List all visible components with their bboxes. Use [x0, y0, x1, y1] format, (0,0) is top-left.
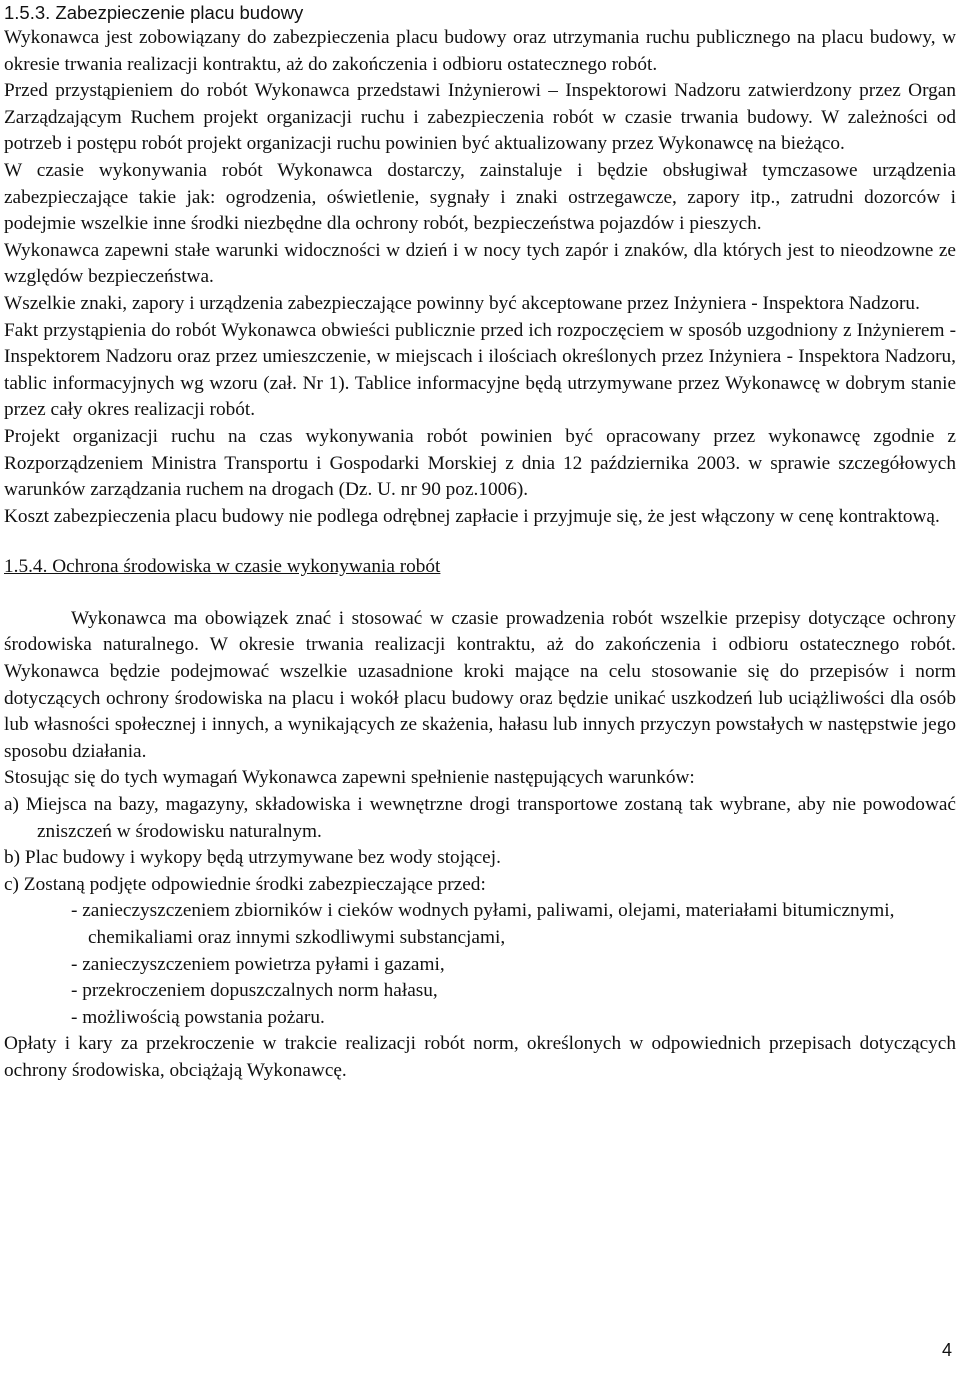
- paragraph: W czasie wykonywania robót Wykonawca dostarczy, zainstaluje i będzie obsługiwał tymczasowe urządzenia zabezpieczające takie jak: ogrodzenia, oświetlenie, sygnały i znaki ostrzegawcze, zapory itp., zatrudni dozorców i podejmie wszelkie inne środki niezbędne dla ochrony robót, bezpieczeństwa pojazdów i pieszych.: [4, 159, 956, 235]
- section-154-heading-text: 1.5.4. Ochrona środowiska w czasie wykonywania robót: [4, 556, 441, 578]
- paragraph: Wykonawca zapewni stałe warunki widoczności w dzień i w nocy tych zapór i znaków, dla których jest to nieodzowne ze względów bezpieczeństwa.: [4, 239, 956, 288]
- sub-list-item: - zanieczyszczeniem zbiorników i cieków wodnych pyłami, paliwami, olejami, materiałami bitumicznymi, chemikaliami oraz innymi szkodliwymi substancjami,: [71, 900, 895, 948]
- page-number: 4: [941, 1340, 952, 1360]
- paragraph: Projekt organizacji ruchu na czas wykonywania robót powinien być opracowany przez wykonawcę zgodnie z Rozporządzeniem Ministra Transportu i Gospodarki Morskiej z dnia 12 października 2003. w sprawie szczegółowych warunków zarządzania ruchem na drogach (Dz. U. nr 90 poz.1006).: [4, 425, 956, 501]
- conditions-intro: Stosując się do tych wymagań Wykonawca zapewni spełnienie następujących warunków:: [4, 767, 695, 789]
- list-item: c) Zostaną podjęte odpowiednie środki zabezpieczające przed:: [4, 873, 486, 895]
- document-page: [4, 0, 956, 1085]
- paragraph: Wykonawca jest zobowiązany do zabezpieczenia placu budowy oraz utrzymania ruchu publicznego na placu budowy, w okresie trwania realizacji kontraktu, aż do zakończenia i odbioru ostatecznego robót.: [4, 27, 956, 75]
- sub-list-item: - przekroczeniem dopuszczalnych norm hałasu,: [71, 980, 438, 1002]
- paragraph: Przed przystąpieniem do robót Wykonawca przedstawi Inżynierowi – Inspektorowi Nadzoru zatwierdzony przez Organ Zarządzającym Ruchem projekt organizacji ruchu i zabezpieczenia robót w czasie trwania budowy. W zależności od potrzeb i postępu robót projekt organizacji ruchu powinien być aktualizowany przez Wykonawcę na bieżąco.: [4, 80, 956, 155]
- list-item: a) Miejsca na bazy, magazyny, składowiska i wewnętrzne drogi transportowe zostaną tak wybrane, aby nie powodować zniszczeń w środowisku naturalnym.: [4, 794, 956, 842]
- list-item: b) Plac budowy i wykopy będą utrzymywane bez wody stojącej.: [4, 847, 501, 869]
- paragraph: Koszt zabezpieczenia placu budowy nie podlega odrębnej zapłacie i przyjmuje się, że jest włączony w cenę kontraktową.: [4, 505, 940, 527]
- closing-paragraph: Opłaty i kary za przekroczenie w trakcie realizacji robót norm, określonych w odpowiednich przepisach dotyczących ochrony środowiska, obciążają Wykonawcę.: [4, 1033, 956, 1081]
- paragraph: Wszelkie znaki, zapory i urządzenia zabezpieczające powinny być akceptowane przez Inżyniera - Inspektora Nadzoru.: [4, 292, 920, 314]
- sub-list-item: - zanieczyszczeniem powietrza pyłami i gazami,: [71, 953, 445, 975]
- section-154-intro: Wykonawca ma obowiązek znać i stosować w czasie prowadzenia robót wszelkie przepisy dotyczące ochrony środowiska naturalnego. W okresie trwania realizacji kontraktu, aż do zakończenia i odbioru ostatecznego robót. Wykonawca będzie podejmować wszelkie uzasadnione kroki mające na celu stosowanie się do przepisów i norm dotyczących ochrony środowiska na placu i wokół placu budowy oraz będzie unikać uszkodzeń lub uciążliwości dla osób lub własności społecznej i innych, a wynikających ze skażenia, hałasu lub innych przyczyn powstałych w następstwie jego sposobu działania.: [4, 607, 956, 762]
- section-153-heading: 1.5.3. Zabezpieczenie placu budowy: [4, 2, 304, 23]
- paragraph: Fakt przystąpienia do robót Wykonawca obwieści publicznie przed ich rozpoczęciem w sposób uzgodniony z Inżynierem - Inspektorem Nadzoru oraz przez umieszczenie, w miejscach i ilościach określonych przez Inżyniera - Inspektora Nadzoru, tablic informacyjnych wg wzoru (zał. Nr 1). Tablice informacyjne będą utrzymywane przez Wykonawcę w dobrym stanie przez cały okres realizacji robót.: [4, 319, 956, 421]
- sub-list-item: - możliwością powstania pożaru.: [71, 1006, 325, 1028]
- section-154-heading: [4, 530, 956, 606]
